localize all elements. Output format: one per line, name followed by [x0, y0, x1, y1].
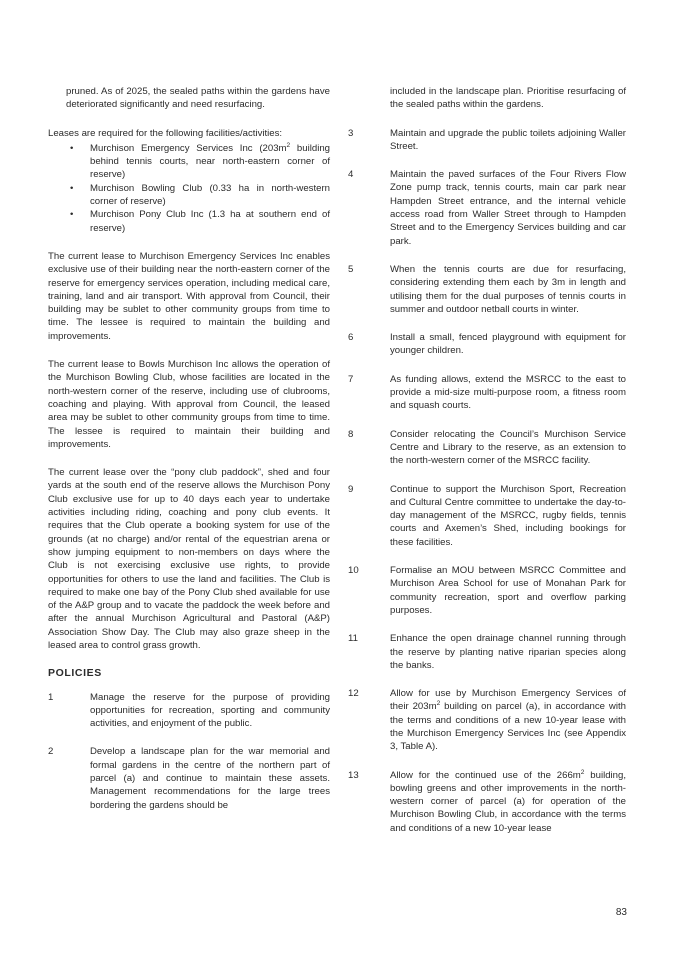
lease-item: • Murchison Bowling Club (0.33 ha in north-western corner of reserve) — [70, 182, 330, 208]
policy-item: 6 Install a small, fenced playground with equipment for younger children. — [348, 332, 626, 357]
bullet-icon: • — [70, 182, 74, 194]
policy-number: 2 — [48, 746, 54, 758]
policy-item — [48, 691, 330, 731]
policy-item: 4 Maintain the paved surfaces of the Four Rivers Flow Zone pump track, tennis courts, main car park near Hampden Street entrance, and the internal vehicle access road from Waller Street through to Hampden Street and to the Emergency Services building and car park. — [348, 169, 626, 247]
policy-item — [48, 745, 330, 811]
right-column — [348, 85, 626, 850]
paragraph-pony-club-lease: The current lease over the “pony club paddock”, shed and four yards at the south end of the reserve allows the Murchison Pony Club exclusive use for up to 40 days each year to undertake activities including riding, coaching and pony club events. It requires that the Club operate a booking system for use of the grounds (at no charge) and/or rental of the equestrian arena or show jumping equipment to non-members on days where the Club is not exercising exclusive use rights, to provide opportunities for others to use the land and facilities. The Club is required to make one bay of the Pony Club shed available for use of the A&P group and to vacate the paddock the week before and after the annual Murchison Agricultural and Pastoral (A&P) Association Show Day. The Club may also graze sheep in the leased area to control grass growth. — [48, 467, 330, 651]
policy-item: 10 Formalise an MOU between MSRCC Committee and Murchison Area School for use of Monahan Park for community recreation, sport and overflow parking purposes. — [348, 565, 626, 616]
policy-item: 3 Maintain and upgrade the public toilets adjoining Waller Street. — [348, 127, 626, 152]
bullet-icon: • — [70, 142, 74, 154]
lease-item: • Murchison Emergency Services Inc ($203m^2$ building behind tennis courts, near north-eastern corner of reserve) — [70, 141, 330, 181]
policy-item: 13 Allow for the continued use of the $266m^2$ building, bowling greens and other improvements in the north-western corner of parcel (a) for operation of the Murchison Bowling Club, in accordance with the terms and conditions of a new 10-year lease — [348, 768, 627, 834]
leases-intro: Leases are required for the following facilities/activities: — [48, 127, 283, 139]
paragraph-bowls-lease: The current lease to Bowls Murchison Inc allows the operation of the Murchison Bowling Club, whose facilities are located in the north-western corner of the reserve, including use of clubrooms, coaching and playing. With approval from Council, the leased area may be sublet to other community groups from time to time. The lessee is required to maintain their building and improvements. — [48, 359, 330, 450]
policies-heading: POLICIES — [48, 667, 102, 680]
left-column — [48, 85, 330, 827]
lease-item: • Murchison Pony Club Inc (1.3 ha at southern end of reserve) — [70, 209, 330, 234]
intro-continuation: pruned. As of 2025, the sealed paths within the gardens have deteriorated significantly and need resurfacing. — [66, 86, 330, 111]
policy-item: 9 Continue to support the Murchison Sport, Recreation and Cultural Centre committee to undertake the day-to-day management of the MSRCC, rugby fields, tennis courts and Axemen’s Shed, including bookings for these facilities. — [348, 483, 626, 548]
bullet-icon: • — [70, 209, 74, 221]
page-number: 83 — [615, 907, 627, 918]
policy-text: Manage the reserve for the purpose of providing opportunities for recreation, sporting and community activities, and enjoyment of the public. — [90, 691, 330, 730]
policy-item: 11 Enhance the open drainage channel running through the reserve by planting native riparian species along the banks. — [348, 633, 626, 671]
policy-number: 1 — [48, 691, 54, 703]
paragraph-emergency-lease: The current lease to Murchison Emergency Services Inc enables exclusive use of their building near the north-eastern corner of the reserve for emergency services operation, including medical care, training, land and air transport. With approval from Council, their building may be sublet to other community groups from time to time. The lessee is required to maintain the building and improvements. — [48, 250, 330, 342]
policy-item: 12 Allow for use by Murchison Emergency Services of their $203m^2$ building on parcel (a), in accordance with the terms and conditions of a new 10-year lease with the Murchison Emergency Services Inc (see Appendix 3, Table A). — [348, 688, 626, 753]
policy-continuation: included in the landscape plan. Prioritise resurfacing of the sealed paths within the gardens. — [390, 86, 626, 111]
policy-item: 7 As funding allows, extend the MSRCC to the east to provide a mid-size multi-purpose room, a fitness room and squash courts. — [348, 373, 626, 412]
policy-item: 5 When the tennis courts are due for resurfacing, considering extending them each by 3m in length and utilising them for the dual purposes of tennis courts in summer and outdoor netball courts in winter. — [348, 263, 626, 315]
policy-text: Develop a landscape plan for the war memorial and formal gardens in the centre of the northern part of parcel (a) and continue to maintain these assets. Management recommendations for the large trees bordering the gardens should be — [90, 746, 330, 811]
policy-item: 8 Consider relocating the Council’s Murchison Service Centre and Library to the reserve, as an extension to the north-western corner of the MSRCC facility. — [348, 428, 626, 467]
lease-list — [48, 142, 330, 235]
